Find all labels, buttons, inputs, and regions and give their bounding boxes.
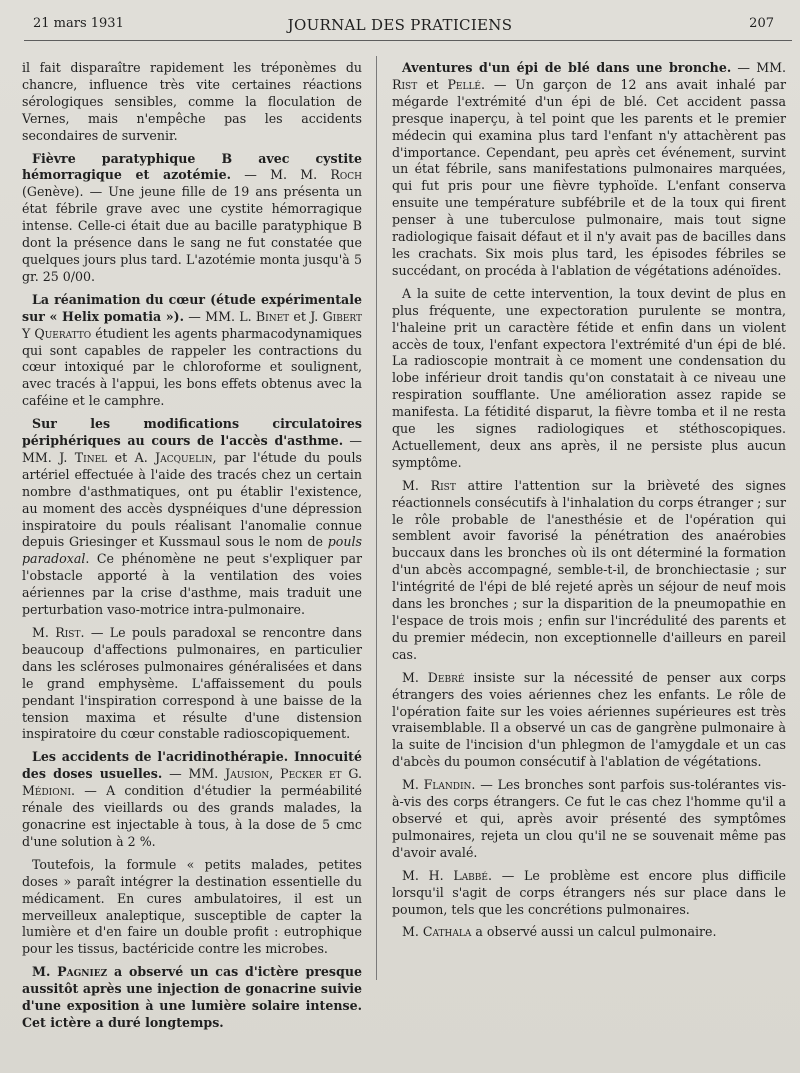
author-name: Roch (330, 167, 362, 183)
header-rule (24, 40, 792, 41)
article-title: Aventures d'un épi de blé dans une bronche. (402, 60, 732, 75)
page-header (0, 14, 800, 38)
author-name: M. Pagniez (32, 964, 108, 980)
author-name: Gibert Y Queratto (22, 308, 362, 341)
author-name: M. Cathala (402, 924, 472, 940)
author-names: — MM. Jausion, Pecker et G. Médioni. (22, 766, 362, 799)
author-name: Binet (255, 308, 290, 324)
author-name: Tinel (74, 449, 108, 465)
article-asthma-circulation: Sur les modifications circulatoires périphériques au cours de l'accès d'asthme. — MM. J. Tinel et A. Jacquelin, par l'étude du pouls artériel effectuée à l'aide des tracés chez un certain nombre d'asthmatiques, ont pu établir l'existence, au moment des accès dyspnéiques d'une dépression inspiratoire du pouls réalisant l'anomalie connue depuis Griesinger et Kussmaul sous le nom de pouls paradoxal. Ce phénomène ne peut s'expliquer par l'obstacle apporté à la ventilation des voies aériennes par la crise d'asthme, mais traduit une perturbation vaso-motrice intra-pulmonaire. (22, 416, 362, 618)
paragraph-syphilis-end: il fait disparaître rapidement les tréponèmes du chancre, influence très vite certaines réactions sérologiques sensibles, comme la floculation de Vernes, mais n'empêche pas les accidents secondaires de survenir. (22, 60, 362, 143)
author-name: Rist (392, 76, 418, 92)
article-acridinotherapy: Les accidents de l'acridinothérapie. Innocuité des doses usuelles. — MM. Jausion, Pecker et G. Médioni. — A condition d'étudier la perméabilité rénale des vieillards ou des grands malades, la gonacrine est injectable à tous, à la dose de 5 cmc d'une solution à 2 %. (22, 749, 362, 849)
paragraph-formula: Toutefois, la formule « petits malades, petites doses » paraît intégrer la destination essentielle du médicament. En cures ambulatoires, il est un merveilleux analeptique, susceptible de capter la lumière et d'en faire un double profit : eutrophique pour les tissus, bactéricide contre les microbes. (22, 856, 362, 957)
article-title: Les accidents de l'acridinothérapie. Innocuité des doses usuelles. (22, 749, 362, 782)
comment-cathala: M. Cathala a observé aussi un calcul pulmonaire. (402, 924, 717, 940)
emphasis-term: pouls paradoxal (22, 534, 362, 567)
article-paratyphoid: Fièvre paratyphique B avec cystite hémorragique et azotémie. — M. M. Roch (Genève). — Une jeune fille de 19 ans présenta un état fébrile grave avec une cystite hémorragique intense. Celle-ci était due au bacille paratyphique B dont la présence dans le sang ne fut constatée que quelques jours plus tard. L'azotémie monta jusqu'à 5 gr. 25 0/00. (22, 150, 362, 284)
comment-labbe: M. H. Labbé. — Le problème est encore plus difficile lorsqu'il s'agit de corps étrangers nés sur place dans le poumon, tels que les concrétions pulmonaires. (392, 867, 786, 917)
comment-debre: M. Debré insiste sur la nécessité de penser aux corps étrangers des voies aériennes chez les enfants. Le rôle de l'opération faite sur les voies aériennes supérieures est très vraisemblable. Il a observé un cas de gangrène pulmonaire à la suite de l'incision d'un phlegmon de l'amygdale et un cas d'abcès du poumon consécutif à l'ablation de végétations. (392, 669, 787, 770)
author-name: Pellé (447, 76, 482, 92)
article-wheat-ear: Aventures d'un épi de blé dans une bronche. — MM. Rist et Pellé. — Un garçon de 12 ans avait inhalé par mégarde l'extrémité d'un épi de blé. Cet accident passa presque inaperçu, à tel point que les parents et le premier médecin qui examina plus tard l'enfant n'y attachèrent pas d'importance. Cependant, peu après cet événement, survint un état fébrile, sans manifestations pulmonaires marquées, qui fut pris pour une fièvre typhoïde. L'enfant conserva ensuite une température subfébrile et de la toux qui firent penser à une tuberculose pulmonaire, mais tout signe radiologique faisait défaut et il n'y avait pas de bacilles dans les crachats. Six mois plus tard, les épisodes fébriles se succédant, on procéda à l'ablation de végétations adénoïdes. (392, 60, 786, 278)
comment-rist: M. Rist. — Le pouls paradoxal se rencontre dans beaucoup d'affections pulmonaires, en particulier dans les scléroses pulmonaires généralisées et dans le grand emphysème. L'affaissement du pouls pendant l'inspiration correspond à une baisse de la tension maxima et résulte d'une distension inspiratoire du cœur constable radioscopiquement. (22, 625, 362, 742)
page-number: 207 (749, 16, 774, 31)
author-name: Jacquelin (155, 449, 213, 465)
author-name: M. Debré (402, 669, 465, 685)
article-title: La réanimation du cœur (étude expérimentale sur « Helix pomatia »). (22, 291, 362, 324)
column-rule (376, 56, 377, 980)
author-name: M. Flandin. (402, 777, 476, 793)
right-column (392, 60, 786, 947)
comment-flandin: M. Flandin. — Les bronches sont parfois sus-tolérantes vis-à-vis des corps étrangers. Ce fut le cas chez l'homme qu'il a observé et qui, après avoir présenté des symptômes pulmonaires, rejeta un clou qu'il ne se souvenait même pas d'avoir avalé. (392, 777, 787, 860)
left-column (22, 60, 362, 1038)
comment-pagniez: M. Pagniez a observé un cas d'ictère presque aussitôt après une injection de gonacrine suivie d'une exposition à une lumière solaire intense. Cet ictère a duré longtemps. (22, 964, 362, 1030)
issue-date: 21 mars 1931 (33, 16, 124, 31)
article-title: Fièvre paratyphique B avec cystite hémorragique et azotémie. (22, 150, 362, 183)
author-name: M. Rist (402, 477, 456, 493)
article-title: Sur les modifications circulatoires périphériques au cours de l'accès d'asthme. (22, 416, 362, 449)
article-heart-reanimation: La réanimation du cœur (étude expérimentale sur « Helix pomatia »). — MM. L. Binet et J. Gibert Y Queratto étudient les agents pharmacodynamiques qui sont capables de rappeler les contractions du cœur intoxiqué par le chloroforme et soulignent, avec tracés à l'appui, les bons effets obtenus avec la caféine et le camphre. (22, 291, 362, 409)
comment-rist: M. Rist attire l'attention sur la brièveté des signes réactionnels consécutifs à l'inhalation du corps étranger ; sur le rôle probable de l'anesthésie et de l'opération qui semblent avoir favorisé la pénétration des anaérobies buccaux dans les bronches où ils ont déterminé la formation d'un abcès accompagné, semble-t-il, de bronchiectasie ; sur l'intégrité de l'épi de blé rejeté après un séjour de neuf mois dans les bronches ; sur la disparition de la pneumopathie en l'espace de trois mois ; enfin sur l'incrédulité des parents et du premier médecin, non exceptionnelle d'ailleurs en pareil cas. (392, 477, 787, 662)
author-name: M. H. Labbé. (402, 867, 492, 883)
journal-title: JOURNAL DES PRATICIENS (287, 16, 513, 34)
author-name: M. Rist. (32, 625, 85, 640)
paragraph-intervention: A la suite de cette intervention, la toux devint de plus en plus fréquente, une expectoration purulente se montra, l'haleine prit un caractère fétide et enfin dans un violent accès de toux, l'enfant expectora l'extrémité d'un épi de blé. La radioscopie montrait à ce moment une condensation du lobe inférieur droit tandis qu'on constatait à ce niveau une respiration soufflante. Une amélioration assez rapide se manifesta. La fétidité disparut, la fièvre tomba et il ne resta que les signes radiologiques et stéthoscopiques. Actuellement, deux ans après, il ne persiste plus aucun symptôme. (392, 285, 786, 470)
